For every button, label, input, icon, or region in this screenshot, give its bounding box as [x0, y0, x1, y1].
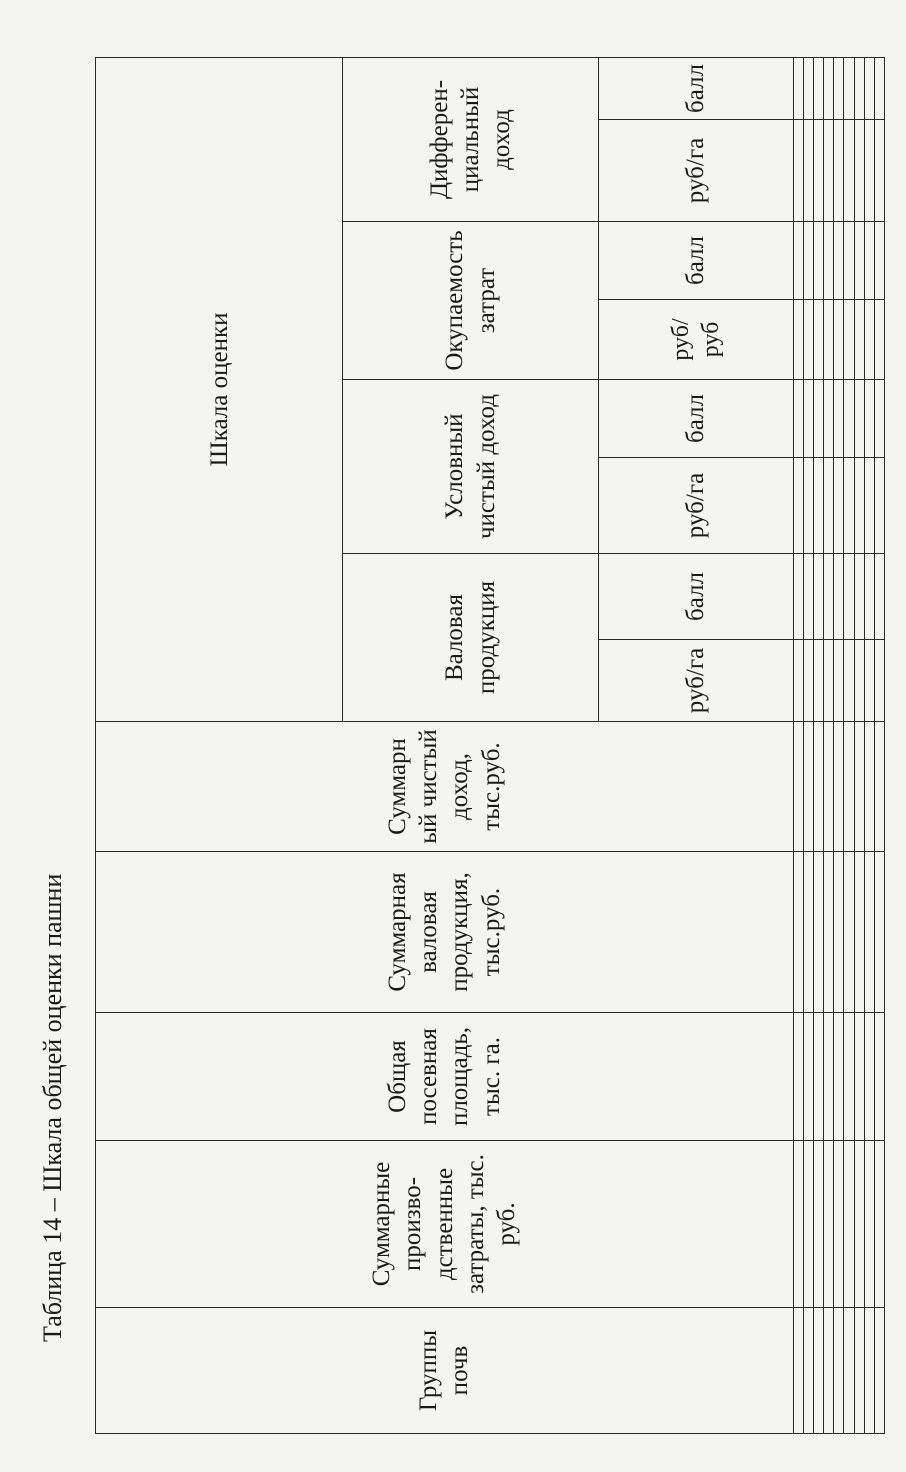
table-row — [874, 57, 884, 1433]
table-cell — [803, 57, 813, 119]
table-cell — [864, 458, 874, 554]
table-cell — [844, 300, 854, 380]
unit-net-ball: балл — [598, 380, 793, 458]
table-row — [814, 57, 824, 1433]
table-row — [864, 57, 874, 1433]
table-cell — [834, 640, 844, 722]
table-cell — [824, 222, 834, 300]
table-cell — [844, 458, 854, 554]
table-cell — [874, 1013, 884, 1141]
table-row — [844, 57, 854, 1433]
table-cell — [874, 554, 884, 640]
table-cell — [864, 722, 874, 852]
table-cell — [874, 120, 884, 222]
table-cell — [834, 554, 844, 640]
col-groups: Группы почв — [96, 1308, 794, 1434]
table-cell — [864, 1141, 874, 1308]
unit-diff-ball: балл — [598, 57, 793, 119]
header-row-top — [96, 57, 343, 1433]
table-cell — [824, 120, 834, 222]
table-cell — [814, 852, 824, 1013]
table-cell — [854, 57, 864, 119]
col-gross: Суммарная валовая продукция, тыс.руб. — [96, 852, 794, 1013]
table-cell — [834, 1013, 844, 1141]
table-cell — [824, 1308, 834, 1434]
table-cell — [834, 1141, 844, 1308]
table-cell — [874, 380, 884, 458]
table-cell — [864, 640, 874, 722]
table-cell — [793, 1141, 803, 1308]
table-cell — [854, 380, 864, 458]
table-cell — [874, 1141, 884, 1308]
table-cell — [864, 554, 874, 640]
table-cell — [814, 380, 824, 458]
table-cell — [814, 300, 824, 380]
table-cell — [874, 222, 884, 300]
scale-payback: Окупаемость затрат — [343, 222, 599, 380]
table-cell — [793, 458, 803, 554]
table-cell — [824, 380, 834, 458]
table-cell — [874, 458, 884, 554]
table-cell — [824, 554, 834, 640]
table-cell — [814, 1013, 824, 1141]
col-scale: Шкала оценки — [96, 57, 343, 721]
table-cell — [854, 1308, 864, 1434]
table-cell — [854, 1141, 864, 1308]
table-cell — [824, 852, 834, 1013]
table-cell — [854, 300, 864, 380]
unit-diff-rub-ha: руб/га — [598, 120, 793, 222]
table-cell — [803, 554, 813, 640]
table-cell — [834, 380, 844, 458]
table-cell — [803, 380, 813, 458]
table-cell — [854, 1013, 864, 1141]
table-cell — [824, 57, 834, 119]
scale-conditional-net-income: Условный чистый доход — [343, 380, 599, 554]
table-cell — [824, 722, 834, 852]
unit-payback-rub-rub: руб/ руб — [598, 300, 793, 380]
table-cell — [844, 852, 854, 1013]
table-cell — [834, 1308, 844, 1434]
table-cell — [854, 640, 864, 722]
col-area: Общая посевная площадь, тыс. га. — [96, 1013, 794, 1141]
table-cell — [814, 120, 824, 222]
table-cell — [834, 300, 844, 380]
table-cell — [874, 722, 884, 852]
table-cell — [844, 222, 854, 300]
table-cell — [803, 222, 813, 300]
unit-net-rub-ha: руб/га — [598, 458, 793, 554]
table-cell — [803, 852, 813, 1013]
unit-payback-ball: балл — [598, 222, 793, 300]
table-cell — [803, 120, 813, 222]
table-cell — [824, 458, 834, 554]
col-net: Суммарн ый чистый доход, тыс.руб. — [96, 722, 794, 852]
table-row — [793, 57, 803, 1433]
table-cell — [844, 722, 854, 852]
table-cell — [814, 57, 824, 119]
table-cell — [793, 300, 803, 380]
table-cell — [834, 222, 844, 300]
table-row — [824, 57, 834, 1433]
table-row — [854, 57, 864, 1433]
table-cell — [874, 300, 884, 380]
table-cell — [844, 1013, 854, 1141]
table-row — [803, 57, 813, 1433]
table-cell — [814, 458, 824, 554]
table-cell — [844, 1308, 854, 1434]
table-cell — [864, 1013, 874, 1141]
table-cell — [814, 554, 824, 640]
table-cell — [854, 852, 864, 1013]
table-cell — [874, 852, 884, 1013]
table-cell — [793, 640, 803, 722]
table-cell — [834, 852, 844, 1013]
table-cell — [803, 1308, 813, 1434]
table-cell — [844, 554, 854, 640]
table-cell — [793, 120, 803, 222]
table-cell — [793, 57, 803, 119]
col-costs: Суммарные произво-дственные затраты, тыс. руб. — [96, 1141, 794, 1308]
table-cell — [814, 222, 824, 300]
table-cell — [803, 722, 813, 852]
table-caption: Таблица 14 – Шкала общей оценки пашни — [38, 873, 67, 1342]
table-cell — [803, 458, 813, 554]
table-cell — [803, 1141, 813, 1308]
table-cell — [874, 57, 884, 119]
table-cell — [864, 57, 874, 119]
table-cell — [834, 120, 844, 222]
table-cell — [824, 1013, 834, 1141]
scale-gross-product: Валовая продукция — [343, 554, 599, 722]
table-cell — [793, 554, 803, 640]
table-cell — [814, 722, 824, 852]
evaluation-table — [95, 57, 885, 1434]
table-cell — [864, 380, 874, 458]
table-cell — [793, 1308, 803, 1434]
table-cell — [824, 300, 834, 380]
table-cell — [844, 380, 854, 458]
table-cell — [834, 458, 844, 554]
table-cell — [803, 640, 813, 722]
table-cell — [864, 852, 874, 1013]
table-cell — [874, 640, 884, 722]
unit-gross-ball: балл — [598, 554, 793, 640]
table-cell — [854, 120, 864, 222]
unit-gross-rub-ha: руб/га — [598, 640, 793, 722]
table-cell — [844, 640, 854, 722]
table-cell — [864, 120, 874, 222]
table-cell — [793, 222, 803, 300]
table-cell — [844, 120, 854, 222]
table-cell — [874, 1308, 884, 1434]
table-cell — [864, 1308, 874, 1434]
scale-differential-income: Дифферен-циальный доход — [343, 57, 599, 221]
table-cell — [854, 458, 864, 554]
table-cell — [834, 57, 844, 119]
table-cell — [844, 57, 854, 119]
table-cell — [793, 1013, 803, 1141]
table-row — [834, 57, 844, 1433]
table-cell — [854, 222, 864, 300]
table-cell — [824, 1141, 834, 1308]
table-cell — [864, 222, 874, 300]
table-cell — [834, 722, 844, 852]
table-cell — [824, 640, 834, 722]
table-cell — [854, 554, 864, 640]
table-cell — [803, 1013, 813, 1141]
table-cell — [814, 1308, 824, 1434]
table-cell — [844, 1141, 854, 1308]
table-cell — [814, 1141, 824, 1308]
table-cell — [864, 300, 874, 380]
table-cell — [793, 852, 803, 1013]
table-cell — [793, 380, 803, 458]
table-cell — [803, 300, 813, 380]
table-cell — [793, 722, 803, 852]
table-cell — [854, 722, 864, 852]
table-cell — [814, 640, 824, 722]
